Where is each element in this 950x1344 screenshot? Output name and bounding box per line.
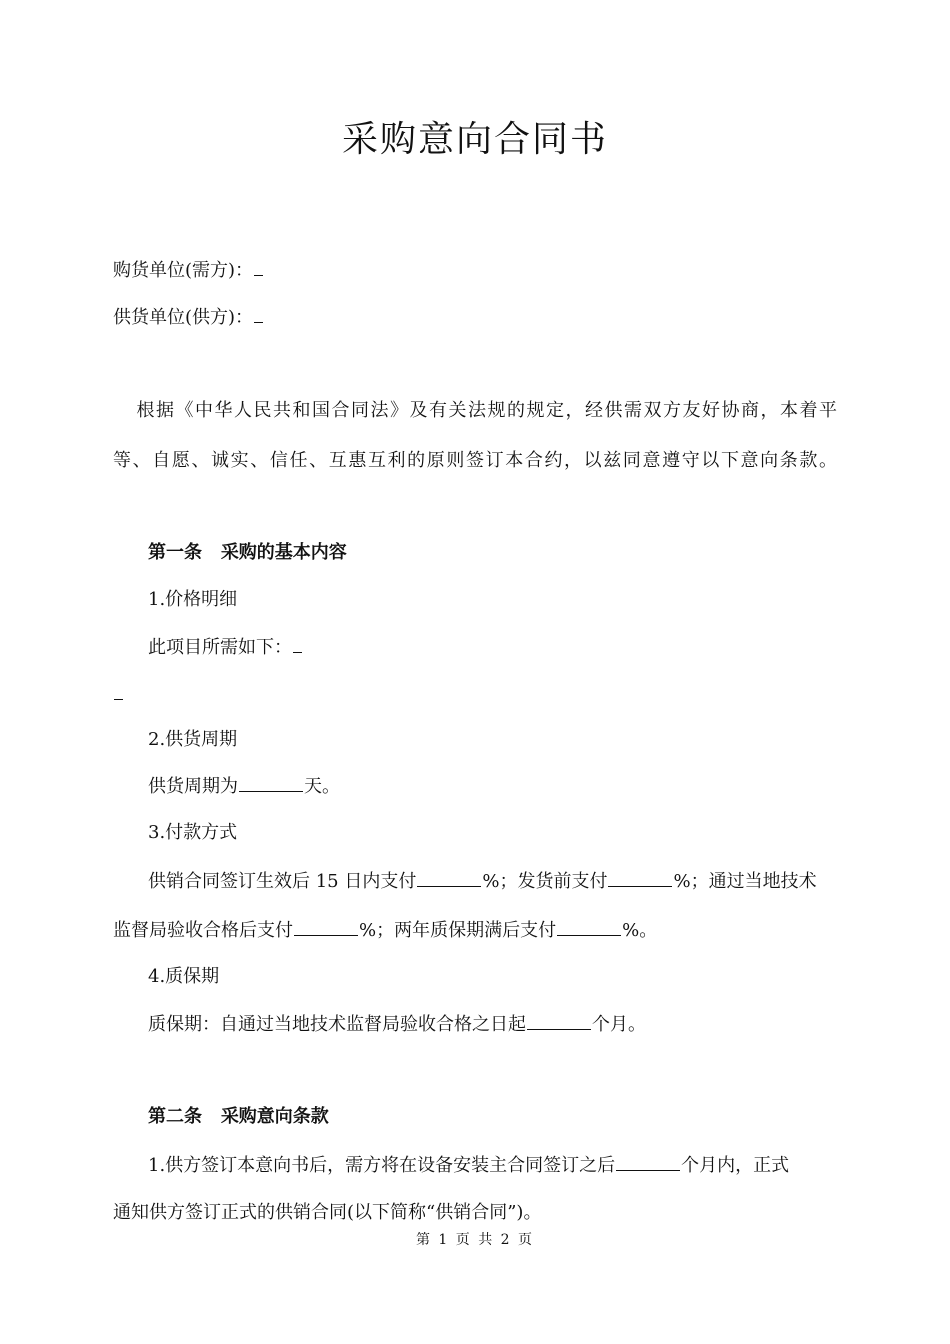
page-footer: 第 1 页 共 2 页 [415,1232,535,1248]
current-page-number: 1 [438,1232,450,1248]
payment-blank-1 [417,868,481,887]
article1-item2-title: 2.供货周期 [148,729,238,750]
article2-number: 第二条 [148,1106,202,1127]
article1-title: 采购的基本内容 [220,542,347,563]
article1-item1-title: 1.价格明细 [148,589,238,610]
intro-line-2: 等、自愿、诚实、信任、互惠互利的原则签订本合约，以兹同意遵守以下意向条款。 [113,450,837,471]
intro-line-1: 根据《中华人民共和国合同法》及有关法规的规定，经供需双方友好协商，本着平 [135,400,837,421]
article1-item1-text: 此项目所需如下： [148,634,303,661]
buyer-line [113,257,264,284]
article1-item3-title: 3.付款方式 [148,822,238,843]
article1-item2-text: 供货周期为 天。 [148,773,340,800]
article1-item3-line1: 供销合同签订生效后 15 日内支付 %；发货前支付 %；通过当地技术 [148,868,817,895]
payment-blank-2 [608,868,672,887]
supply-cycle-blank [239,773,303,792]
buyer-blank [254,257,263,276]
supplier-line [113,304,264,331]
article2-title: 采购意向条款 [220,1106,329,1127]
article2-item1-line2: 通知供方签订正式的供销合同(以下简称“供销合同”)。 [113,1202,542,1223]
article1-item4-text: 质保期：自通过当地技术监督局验收合格之日起 个月。 [148,1011,646,1038]
item1-blank [293,634,302,653]
warranty-blank [527,1011,591,1030]
buyer-label: 购货单位(需方)： [113,260,254,281]
article1-heading [148,540,347,566]
months-blank [616,1152,680,1171]
payment-blank-4 [557,917,621,936]
article2-heading [148,1104,329,1130]
article1-number: 第一条 [148,542,202,563]
article1-item3-line2: 监督局验收合格后支付 %；两年质保期满后支付 %。 [113,917,657,944]
article2-item1-line1: 1.供方签订本意向书后，需方将在设备安装主合同签订之后 个月内，正式 [148,1152,789,1179]
total-pages: 2 [500,1232,512,1248]
payment-blank-3 [294,917,358,936]
item1-blank-2 [114,681,123,700]
supplier-label: 供货单位(供方)： [113,307,254,328]
document-title: 采购意向合同书 [341,119,608,160]
article1-item4-title: 4.质保期 [148,966,220,987]
supplier-blank [254,304,263,323]
item1-continuation-line [113,681,124,708]
